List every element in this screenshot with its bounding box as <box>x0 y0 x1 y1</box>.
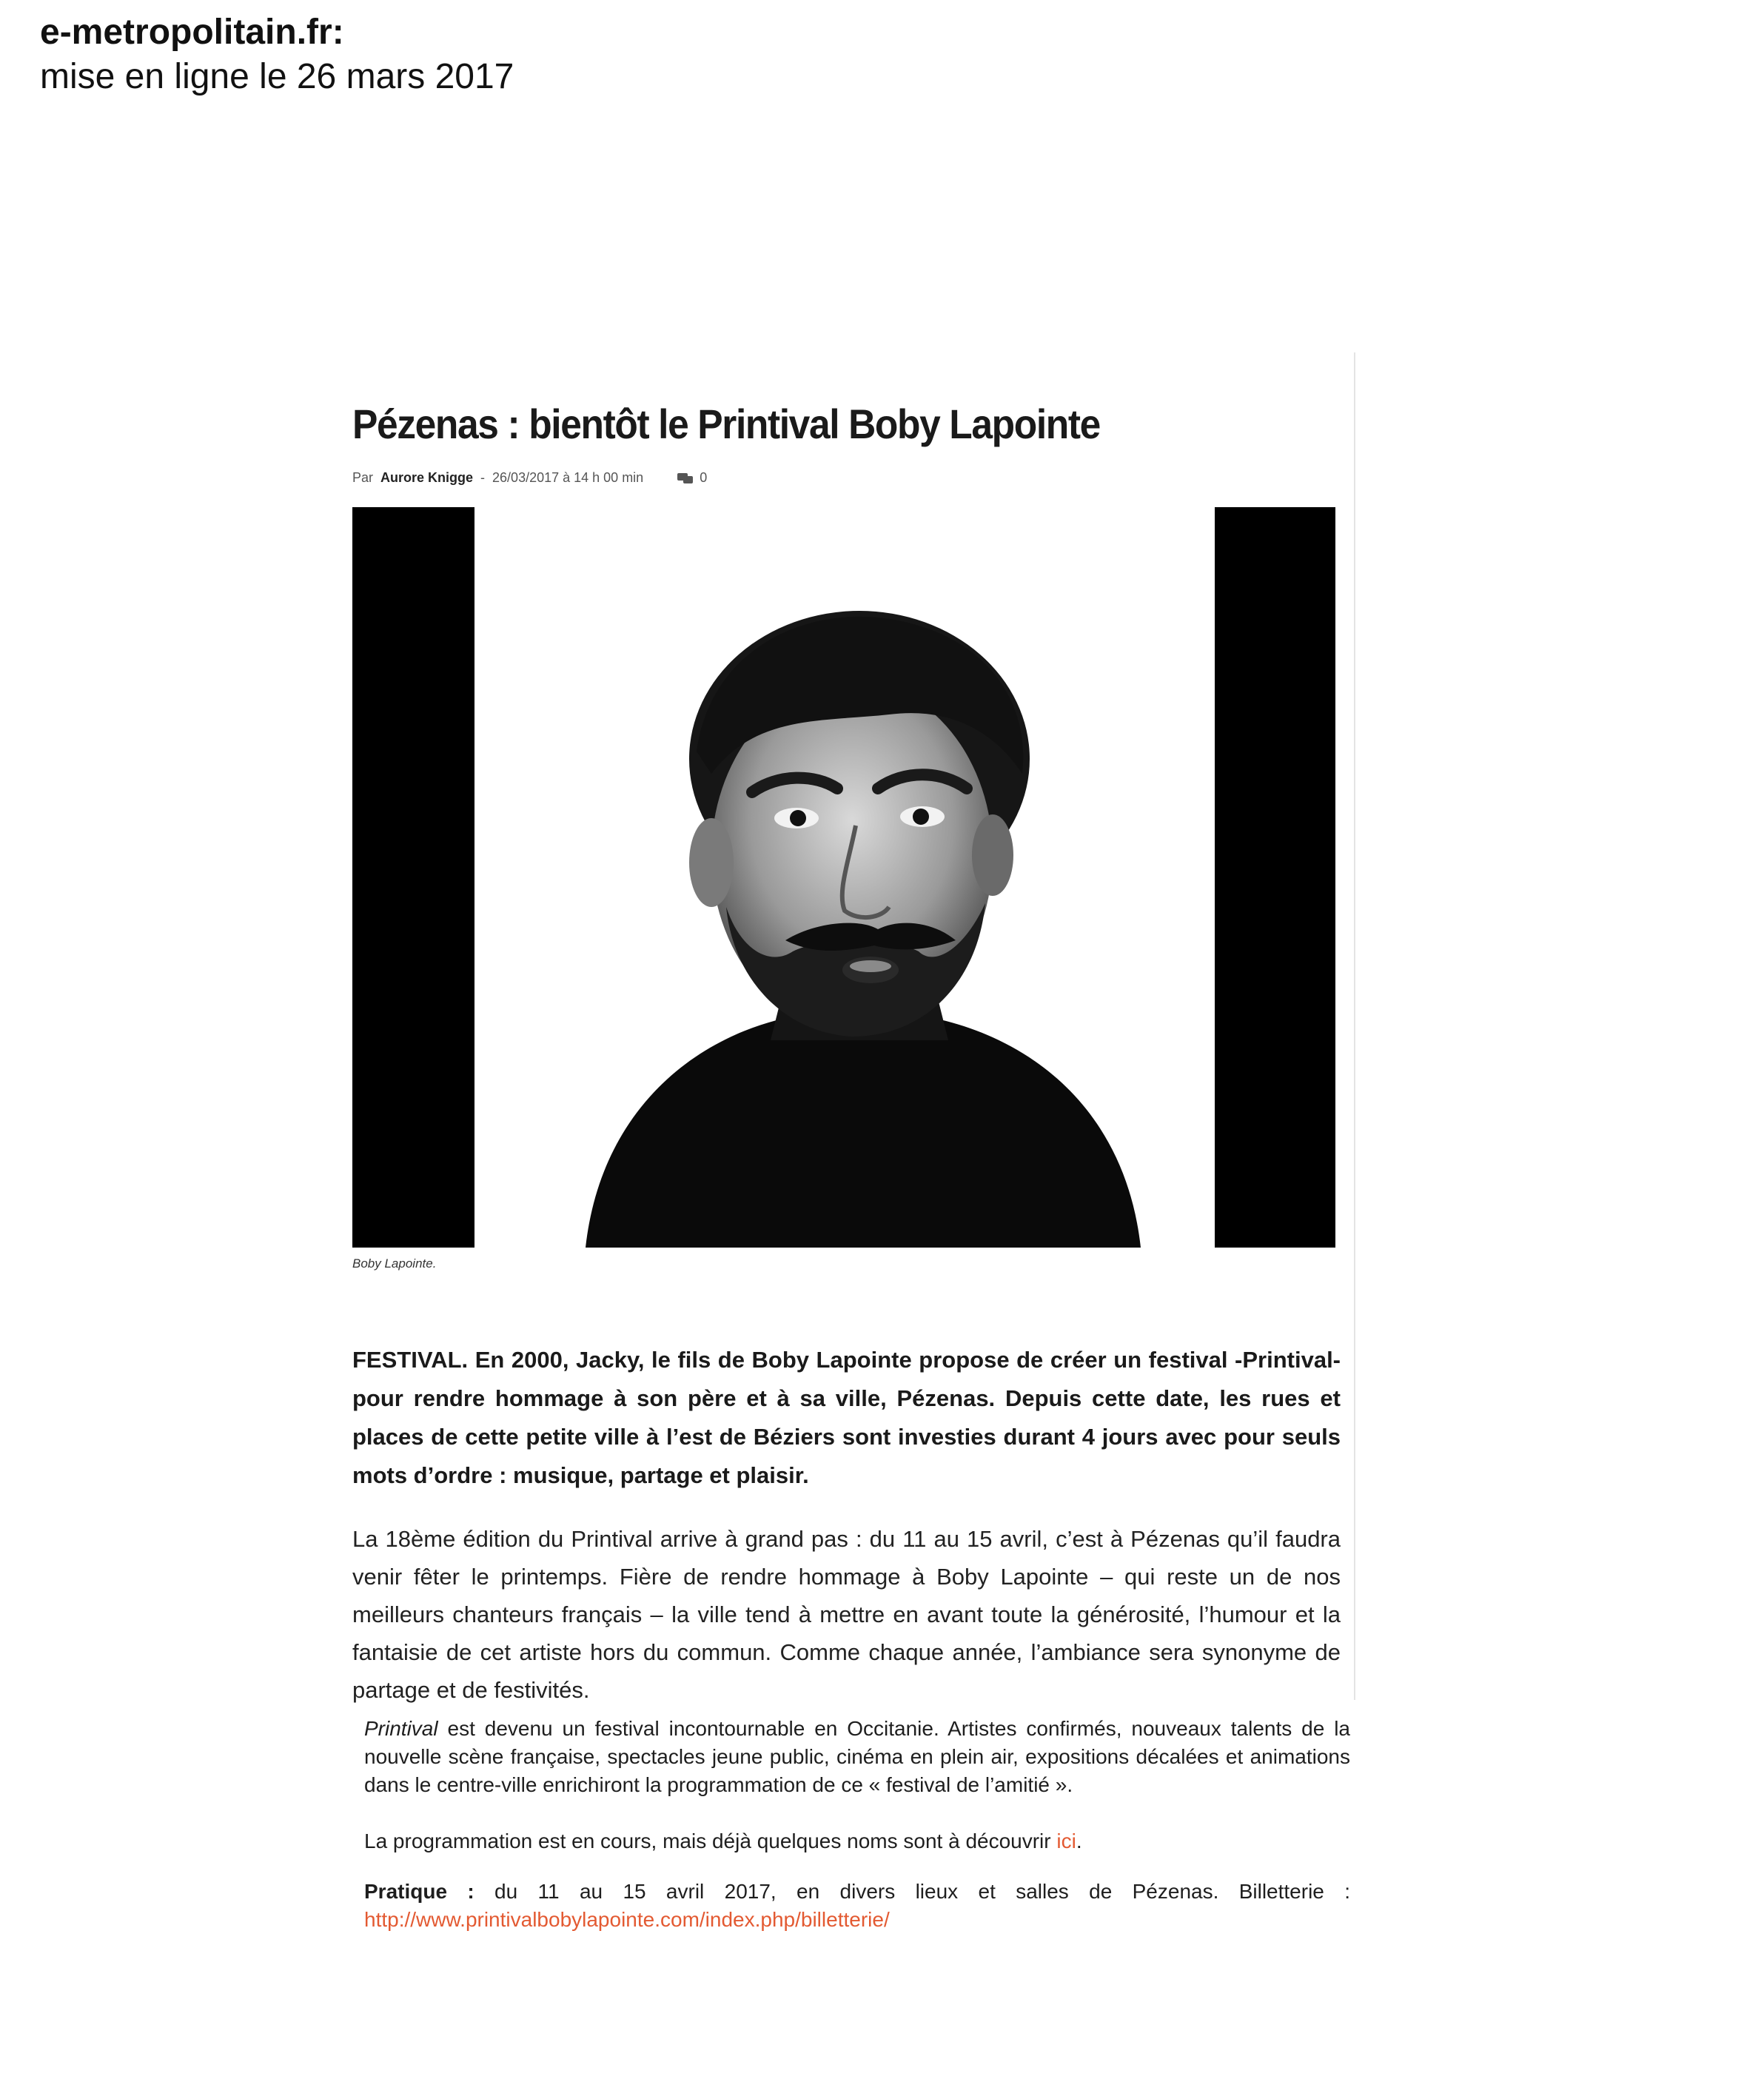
portrait-image <box>474 507 1215 1248</box>
article-clipping <box>352 355 1344 1703</box>
paragraph-3-end: . <box>1076 1830 1082 1852</box>
practical-label: Pratique : <box>364 1880 474 1903</box>
comments-icon <box>677 473 694 483</box>
ticketing-link[interactable]: http://www.printivalbobylapointe.com/index.php/billetterie/ <box>364 1908 890 1931</box>
practical-info <box>364 1878 1350 1934</box>
printival-italic: Printival <box>364 1717 438 1740</box>
comments-count-value: 0 <box>700 470 708 485</box>
article-continuation <box>364 1715 1350 1934</box>
byline-datetime: 26/03/2017 à 14 h 00 min <box>492 470 644 485</box>
article-photo <box>352 507 1335 1248</box>
byline-prefix: Par <box>352 470 374 485</box>
source-site: e-metropolitain.fr: <box>40 13 344 52</box>
portrait-illustration <box>474 507 1215 1248</box>
programme-link[interactable]: ici <box>1056 1830 1076 1852</box>
practical-text: du 11 au 15 avril 2017, en divers lieux et salles de Pézenas. Billetterie : <box>474 1880 1350 1903</box>
byline-separator: - <box>480 470 486 485</box>
source-header <box>40 10 514 99</box>
source-date: mise en ligne le 26 mars 2017 <box>40 57 514 96</box>
article-paragraph-3 <box>364 1827 1350 1855</box>
article-paragraph-2 <box>364 1715 1350 1799</box>
article-byline <box>352 470 1344 486</box>
comments-count[interactable] <box>677 470 707 486</box>
paragraph-3-text: La programmation est en cours, mais déjà quelques noms sont à découvrir <box>364 1830 1057 1852</box>
article-divider <box>1354 352 1355 1700</box>
article-headline: Pézenas : bientôt le Printival Boby Lapointe <box>352 401 1100 447</box>
article-paragraph-1: La 18ème édition du Printival arrive à grand pas : du 11 au 15 avril, c’est à Pézenas qu’il faudra venir fêter le printemps. Fière de rendre hommage à Boby Lapointe – qui reste un de nos meilleurs chanteurs français – la ville tend à mettre en avant toute la générosité, l’humour et la fantaisie de cet artiste hors du commun. Comme chaque année, l’ambiance sera synonyme de partage et de festivités. <box>352 1526 1341 1703</box>
photo-caption: Boby Lapointe. <box>352 1256 437 1271</box>
article-lead: FESTIVAL. En 2000, Jacky, le fils de Boby Lapointe propose de créer un festival -Printival- pour rendre hommage à son père et à sa ville, Pézenas. Depuis cette date, les rues et places de cette petite ville à l’est de Béziers sont investies durant 4 jours avec pour seuls mots d’ordre : musique, partage et plaisir. <box>352 1347 1341 1488</box>
paragraph-2-text: est devenu un festival incontournable en Occitanie. Artistes confirmés, nouveaux talents de la nouvelle scène française, spectacles jeune public, cinéma en plein air, expositions décalées et animations dans le centre-ville enrichiront la programmation de ce « festival de l’amitié ». <box>364 1717 1350 1796</box>
byline-author[interactable]: Aurore Knigge <box>380 470 474 485</box>
